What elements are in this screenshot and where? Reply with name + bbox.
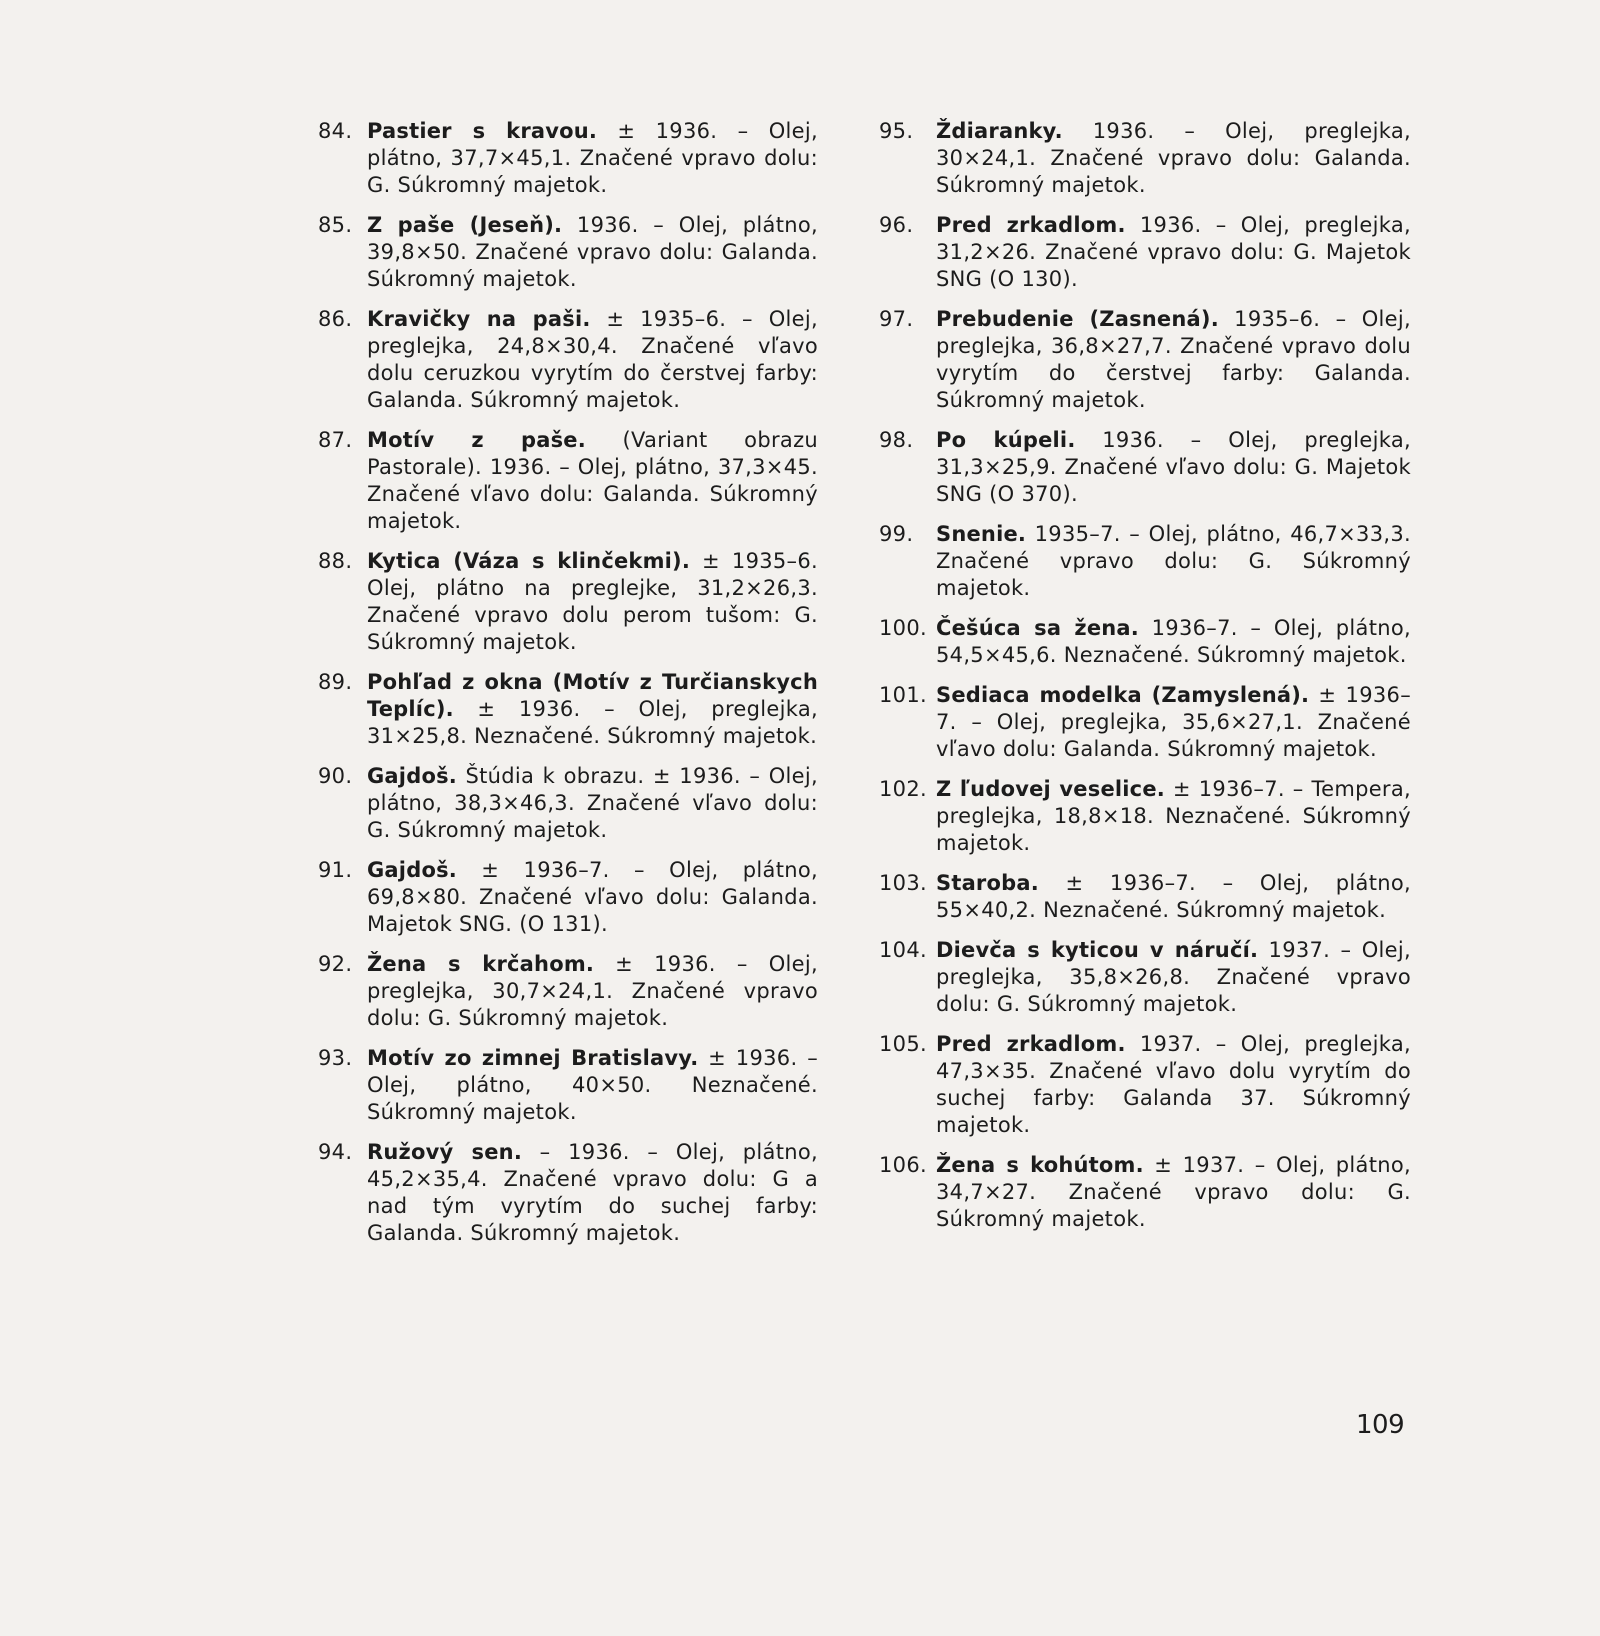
page-number: 109 xyxy=(1356,1410,1405,1440)
entry-details: ± 1936–7. – Olej, preglejka, 35,6×27,1. Značené vľavo dolu: Galanda. Súkromný majetok. xyxy=(936,683,1411,761)
catalogue-entry xyxy=(879,118,1411,199)
catalogue-entry xyxy=(318,951,818,1032)
catalogue-entry xyxy=(318,857,818,938)
catalogue-entry xyxy=(879,306,1411,414)
entry-title: Pred zrkadlom. xyxy=(936,213,1126,237)
catalogue-entry xyxy=(879,212,1411,293)
entry-number: 94. xyxy=(318,1140,353,1164)
entry-details: – 1936. – Olej, plátno, 45,2×35,4. Značené vpravo dolu: G a nad tým vyrytím do suchej farby: Galanda. Súkromný majetok. xyxy=(367,1140,818,1245)
entry-details: ± 1935–6. – Olej, preglejka, 24,8×30,4. Značené vľavo dolu ceruzkou vyrytím do čerstvej farby: Galanda. Súkromný majetok. xyxy=(367,307,818,412)
entry-title: Dievča s kyticou v náručí. xyxy=(936,938,1259,962)
entry-details: 1937. – Olej, preglejka, 35,8×26,8. Značené vpravo dolu: G. Súkromný majetok. xyxy=(936,938,1411,1016)
entry-details: ± 1936–7. – Olej, plátno, 69,8×80. Značené vľavo dolu: Galanda. Majetok SNG. (O 131). xyxy=(367,858,818,936)
entry-number: 99. xyxy=(879,522,914,546)
entry-details: ± 1936–7. – Tempera, preglejka, 18,8×18. Neznačené. Súkromný majetok. xyxy=(936,777,1411,855)
entry-title: Žena s kohútom. xyxy=(936,1153,1144,1177)
entry-number: 102. xyxy=(879,777,927,801)
entry-details: ± 1936. – Olej, preglejka, 31×25,8. Neznačené. Súkromný majetok. xyxy=(367,697,818,748)
catalogue-entry xyxy=(879,1152,1411,1233)
entry-number: 91. xyxy=(318,858,353,882)
catalogue-entry xyxy=(318,118,818,199)
entry-title: Ždiaranky. xyxy=(936,119,1063,143)
catalogue-entry xyxy=(879,427,1411,508)
entry-details: (Variant obrazu Pastorale). 1936. – Olej, plátno, 37,3×45. Značené vľavo dolu: Galanda. Súkromný majetok. xyxy=(367,428,818,533)
catalogue-entry xyxy=(318,669,818,750)
entry-details: 1936. – Olej, plátno, 39,8×50. Značené vpravo dolu: Galanda. Súkromný majetok. xyxy=(367,213,818,291)
entry-number: 96. xyxy=(879,213,914,237)
entry-number: 98. xyxy=(879,428,914,452)
entry-details: 1937. – Olej, preglejka, 47,3×35. Značené vľavo dolu vyrytím do suchej farby: Galanda 37. Súkromný majetok. xyxy=(936,1032,1411,1137)
entry-title: Po kúpeli. xyxy=(936,428,1076,452)
entry-number: 101. xyxy=(879,683,927,707)
entry-details: 1936–7. – Olej, plátno, 54,5×45,6. Neznačené. Súkromný majetok. xyxy=(936,616,1411,667)
catalogue-entry xyxy=(879,870,1411,924)
entry-details: 1936. – Olej, preglejka, 31,3×25,9. Značené vľavo dolu: G. Majetok SNG (O 370). xyxy=(936,428,1411,506)
entry-details: 1935–6. – Olej, preglejka, 36,8×27,7. Značené vpravo dolu vyrytím do čerstvej farby: Galanda. Súkromný majetok. xyxy=(936,307,1411,412)
entry-number: 88. xyxy=(318,549,353,573)
catalogue-entry xyxy=(318,306,818,414)
entry-title: Motív z paše. xyxy=(367,428,586,452)
entry-details: 1936. – Olej, preglejka, 31,2×26. Značené vpravo dolu: G. Majetok SNG (O 130). xyxy=(936,213,1411,291)
catalogue-entry xyxy=(318,212,818,293)
entry-details: ± 1937. – Olej, plátno, 34,7×27. Značené vpravo dolu: G. Súkromný majetok. xyxy=(936,1153,1411,1231)
entry-title: Kytica (Váza s klinčekmi). xyxy=(367,549,691,573)
entry-number: 90. xyxy=(318,764,353,788)
entry-title: Pastier s kravou. xyxy=(367,119,598,143)
catalogue-entry xyxy=(318,1045,818,1126)
entry-title: Z ľudovej veselice. xyxy=(936,777,1165,801)
entry-number: 106. xyxy=(879,1153,927,1177)
entry-number: 97. xyxy=(879,307,914,331)
entry-number: 84. xyxy=(318,119,353,143)
entry-title: Pred zrkadlom. xyxy=(936,1032,1126,1056)
right-column xyxy=(879,118,1411,1246)
entry-title: Češúca sa žena. xyxy=(936,616,1139,640)
entry-title: Staroba. xyxy=(936,871,1039,895)
entry-number: 103. xyxy=(879,871,927,895)
entry-title: Kravičky na paši. xyxy=(367,307,591,331)
catalogue-entry xyxy=(879,615,1411,669)
entry-title: Z paše (Jeseň). xyxy=(367,213,563,237)
entry-number: 92. xyxy=(318,952,353,976)
entry-details: ± 1936. – Olej, preglejka, 30,7×24,1. Značené vpravo dolu: G. Súkromný majetok. xyxy=(367,952,818,1030)
entry-details: ± 1936. – Olej, plátno, 37,7×45,1. Značené vpravo dolu: G. Súkromný majetok. xyxy=(367,119,818,197)
catalogue-entry xyxy=(318,548,818,656)
catalogue-entry xyxy=(879,937,1411,1018)
catalogue-entry xyxy=(879,682,1411,763)
catalogue-entry xyxy=(318,427,818,535)
entry-title: Prebudenie (Zasnená). xyxy=(936,307,1219,331)
catalogue-entry xyxy=(318,763,818,844)
entry-number: 93. xyxy=(318,1046,353,1070)
entry-number: 104. xyxy=(879,938,927,962)
entry-title: Pohľad z okna (Motív z Turčianskych Teplíc). xyxy=(367,670,818,721)
entry-number: 95. xyxy=(879,119,914,143)
entry-details: ± 1936. – Olej, plátno, 40×50. Neznačené. Súkromný majetok. xyxy=(367,1046,818,1124)
entry-number: 85. xyxy=(318,213,353,237)
entry-title: Motív zo zimnej Bratislavy. xyxy=(367,1046,699,1070)
entry-number: 100. xyxy=(879,616,927,640)
entry-number: 89. xyxy=(318,670,353,694)
entry-details: 1935–7. – Olej, plátno, 46,7×33,3. Značené vpravo dolu: G. Súkromný majetok. xyxy=(936,522,1411,600)
entry-number: 86. xyxy=(318,307,353,331)
left-column xyxy=(318,118,818,1260)
entry-title: Sediaca modelka (Zamyslená). xyxy=(936,683,1310,707)
catalogue-entry xyxy=(879,1031,1411,1139)
entry-details: ± 1935–6. Olej, plátno na preglejke, 31,2×26,3. Značené vpravo dolu perom tušom: G. Súkromný majetok. xyxy=(367,549,818,654)
catalogue-entry xyxy=(318,1139,818,1247)
entry-details: 1936. – Olej, preglejka, 30×24,1. Značené vpravo dolu: Galanda. Súkromný majetok. xyxy=(936,119,1411,197)
catalogue-entry xyxy=(879,521,1411,602)
entry-title: Ružový sen. xyxy=(367,1140,523,1164)
entry-number: 105. xyxy=(879,1032,927,1056)
entry-details: ± 1936–7. – Olej, plátno, 55×40,2. Neznačené. Súkromný majetok. xyxy=(936,871,1411,922)
entry-title: Gajdoš. xyxy=(367,858,457,882)
catalogue-entry xyxy=(879,776,1411,857)
entry-details: Štúdia k obrazu. ± 1936. – Olej, plátno, 38,3×46,3. Značené vľavo dolu: G. Súkromný majetok. xyxy=(367,764,818,842)
entry-number: 87. xyxy=(318,428,353,452)
entry-title: Snenie. xyxy=(936,522,1027,546)
entry-title: Žena s krčahom. xyxy=(367,952,595,976)
entry-title: Gajdoš. xyxy=(367,764,457,788)
